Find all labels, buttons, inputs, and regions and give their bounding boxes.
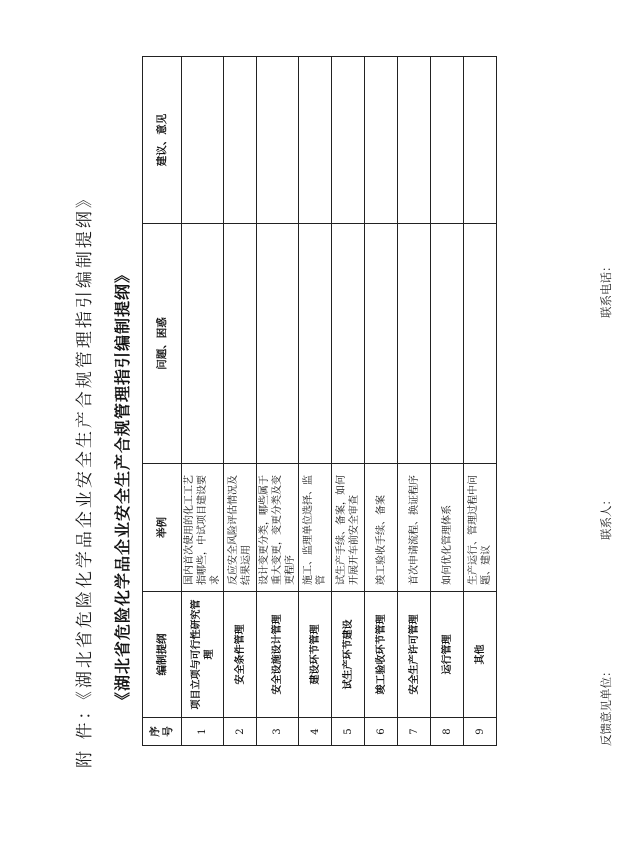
row-number: 2: [224, 718, 257, 746]
outline-item: 建设环节管理: [299, 592, 332, 718]
issues-cell[interactable]: [332, 224, 365, 464]
header-example: 举例: [143, 464, 182, 592]
outline-item: 运行管理: [431, 592, 464, 718]
contact-phone-label: 联系电话：: [599, 260, 613, 318]
issues-cell[interactable]: [182, 224, 224, 464]
suggestions-cell[interactable]: [464, 57, 497, 224]
outline-item: 项目立项与可行性研究管理: [182, 592, 224, 718]
row-number: 8: [431, 718, 464, 746]
outline-item: 安全条件管理: [224, 592, 257, 718]
header-outline: 编制提纲: [143, 592, 182, 718]
suggestions-cell[interactable]: [182, 57, 224, 224]
example-text: 反应安全风险评估情况及结果运用: [224, 464, 257, 592]
outline-item: 竣工验收环节管理: [365, 592, 398, 718]
header-no: 序号: [143, 718, 182, 746]
issues-cell[interactable]: [365, 224, 398, 464]
suggestions-cell[interactable]: [398, 57, 431, 224]
document-title: 《湖北省危险化学品企业安全生产合规管理指引编制提纲》: [113, 265, 132, 708]
issues-cell[interactable]: [299, 224, 332, 464]
issues-cell[interactable]: [224, 224, 257, 464]
outline-item: 试生产环节建设: [332, 592, 365, 718]
suggestions-cell[interactable]: [224, 57, 257, 224]
row-number: 3: [257, 718, 299, 746]
suggestions-cell[interactable]: [332, 57, 365, 224]
issues-cell[interactable]: [257, 224, 299, 464]
outline-table: [142, 56, 497, 746]
table-row: [257, 57, 299, 746]
example-text: 设计变更分类，哪些属于重大变更，变更分类及变更程序: [257, 464, 299, 592]
table-row: [332, 57, 365, 746]
suggestions-cell[interactable]: [431, 57, 464, 224]
example-text: 如何优化管理体系: [431, 464, 464, 592]
outline-item: 安全设施设计管理: [257, 592, 299, 718]
suggestions-cell[interactable]: [299, 57, 332, 224]
suggestions-cell[interactable]: [257, 57, 299, 224]
row-number: 1: [182, 718, 224, 746]
table-row: [365, 57, 398, 746]
row-number: 5: [332, 718, 365, 746]
example-text: 国内首次使用的化工工艺指哪些，中试项目建设要求: [182, 464, 224, 592]
issues-cell[interactable]: [464, 224, 497, 464]
table-row: [398, 57, 431, 746]
header-issues: 问题、困惑: [143, 224, 182, 464]
outline-item: 安全生产许可管理: [398, 592, 431, 718]
table-row: [299, 57, 332, 746]
contact-person-label: 联系人：: [599, 494, 613, 540]
example-text: 施工、监理单位选择、监管: [299, 464, 332, 592]
row-number: 6: [365, 718, 398, 746]
row-number: 7: [398, 718, 431, 746]
feedback-unit-label: 反馈意见单位：: [599, 665, 613, 746]
annex-heading: 附 件：《湖北省危险化学品企业安全生产合规管理指引编制提纲》: [75, 188, 95, 768]
issues-cell[interactable]: [398, 224, 431, 464]
row-number: 4: [299, 718, 332, 746]
outline-item: 其他: [464, 592, 497, 718]
table-row: [224, 57, 257, 746]
table-header-row: [143, 57, 182, 746]
header-suggestions: 建议、意见: [143, 57, 182, 224]
example-text: 生产运行、管理过程中问题、建议: [464, 464, 497, 592]
suggestions-cell[interactable]: [365, 57, 398, 224]
issues-cell[interactable]: [431, 224, 464, 464]
row-number: 9: [464, 718, 497, 746]
table-row: [464, 57, 497, 746]
table-row: [182, 57, 224, 746]
example-text: 首次申请流程、换证程序: [398, 464, 431, 592]
example-text: 竣工验收手续、备案: [365, 464, 398, 592]
example-text: 试生产手续、备案，如何开展开车前安全审查: [332, 464, 365, 592]
table-row: [431, 57, 464, 746]
